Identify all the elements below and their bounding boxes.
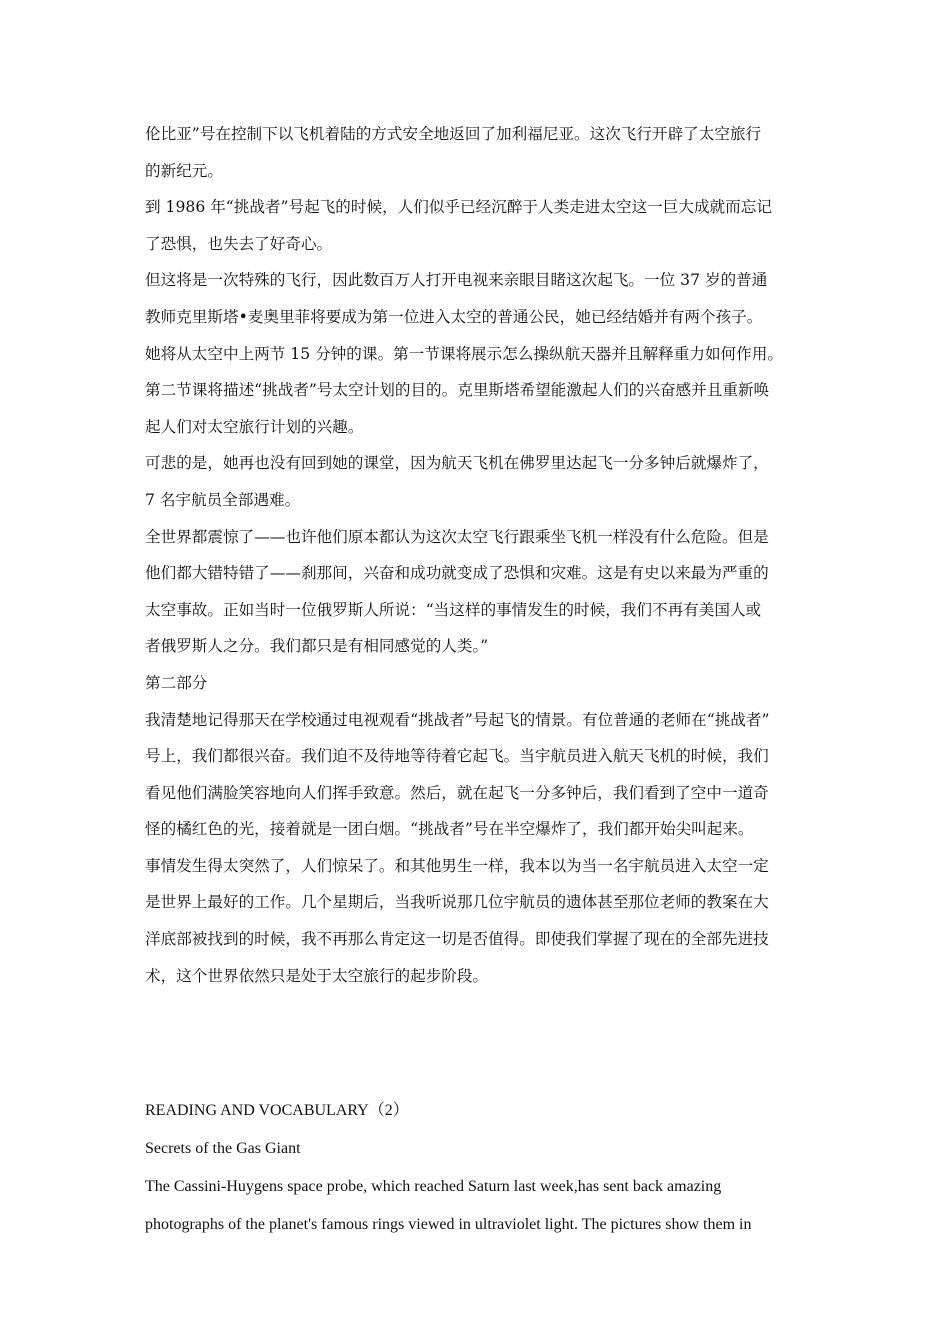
text-line: 7 名宇航员全部遇难。 xyxy=(145,490,301,509)
text-line: 事情发生得太突然了，人们惊呆了。和其他男生一样，我本以为当一名宇航员进入太空一定 xyxy=(145,856,769,875)
section-label: 第二部分 xyxy=(145,673,208,692)
english-reading-section xyxy=(145,1092,810,1244)
text-line: 怪的橘红色的光，接着就是一团白烟。“挑战者”号在半空爆炸了，我们都开始尖叫起来。 xyxy=(145,820,754,839)
text-line: 是世界上最好的工作。几个星期后，当我听说那几位宇航员的遗体甚至那位老师的教案在大 xyxy=(145,893,769,912)
text-line: 可悲的是，她再也没有回到她的课堂，因为航天飞机在佛罗里达起飞一分多钟后就爆炸了， xyxy=(145,454,769,473)
text-line: 他们都大错特错了——刹那间，兴奋和成功就变成了恐惧和灾难。这是有史以来最为严重的 xyxy=(145,564,769,583)
text-line: 术，这个世界依然只是处于太空旅行的起步阶段。 xyxy=(145,966,489,985)
text-line: 看见他们满脸笑容地向人们挥手致意。然后，就在起飞一分多钟后，我们看到了空中一道奇 xyxy=(145,783,769,802)
text-line: 号上，我们都很兴奋。我们迫不及待地等待着它起飞。当宇航员进入航天飞机的时候，我们 xyxy=(145,747,769,766)
text-line: 我清楚地记得那天在学校通过电视观看“挑战者”号起飞的情景。有位普通的老师在“挑战者” xyxy=(145,710,770,729)
chinese-translation-text xyxy=(145,116,810,994)
text-line: The Cassini-Huygens space probe, which reached Saturn last week,has sent back amazing xyxy=(145,1178,722,1196)
document-page xyxy=(145,116,810,1244)
text-line: 起人们对太空旅行计划的兴趣。 xyxy=(145,417,364,436)
text-line: 全世界都震惊了——也许他们原本都认为这次太空飞行跟乘坐飞机一样没有什么危险。但是 xyxy=(145,527,769,546)
article-title: Secrets of the Gas Giant xyxy=(145,1140,301,1158)
text-line: 伦比亚”号在控制下以飞机着陆的方式安全地返回了加利福尼亚。这次飞行开辟了太空旅行 xyxy=(145,125,762,143)
text-line: 第二节课将描述“挑战者”号太空计划的目的。克里斯塔希望能激起人们的兴奋感并且重新唤 xyxy=(145,381,770,400)
text-line: 了恐惧，也失去了好奇心。 xyxy=(145,234,333,253)
text-line: 到 1986 年“挑战者”号起飞的时候，人们似乎已经沉醉于人类走进太空这一巨大成就而忘记 xyxy=(145,198,772,217)
text-line: 太空事故。正如当时一位俄罗斯人所说：“当这样的事情发生的时候，我们不再有美国人或 xyxy=(145,600,762,619)
text-line: photographs of the planet's famous rings viewed in ultraviolet light. The pictures show them in xyxy=(145,1216,752,1234)
text-line: 洋底部被找到的时候，我不再那么肯定这一切是否值得。即使我们掌握了现在的全部先进技 xyxy=(145,930,769,949)
section-heading: READING AND VOCABULARY（2） xyxy=(145,1102,409,1120)
text-line: 她将从太空中上两节 15 分钟的课。第一节课将展示怎么操纵航天器并且解释重力如何作用。 xyxy=(145,344,783,363)
text-line: 者俄罗斯人之分。我们都只是有相同感觉的人类。” xyxy=(145,637,489,656)
blank-space xyxy=(145,994,810,1092)
text-line: 但这将是一次特殊的飞行，因此数百万人打开电视来亲眼目睹这次起飞。一位 37 岁的普通 xyxy=(145,271,768,290)
text-line: 的新纪元。 xyxy=(145,161,223,180)
text-line: 教师克里斯塔•麦奥里菲将要成为第一位进入太空的普通公民，她已经结婚并有两个孩子。 xyxy=(145,307,763,326)
